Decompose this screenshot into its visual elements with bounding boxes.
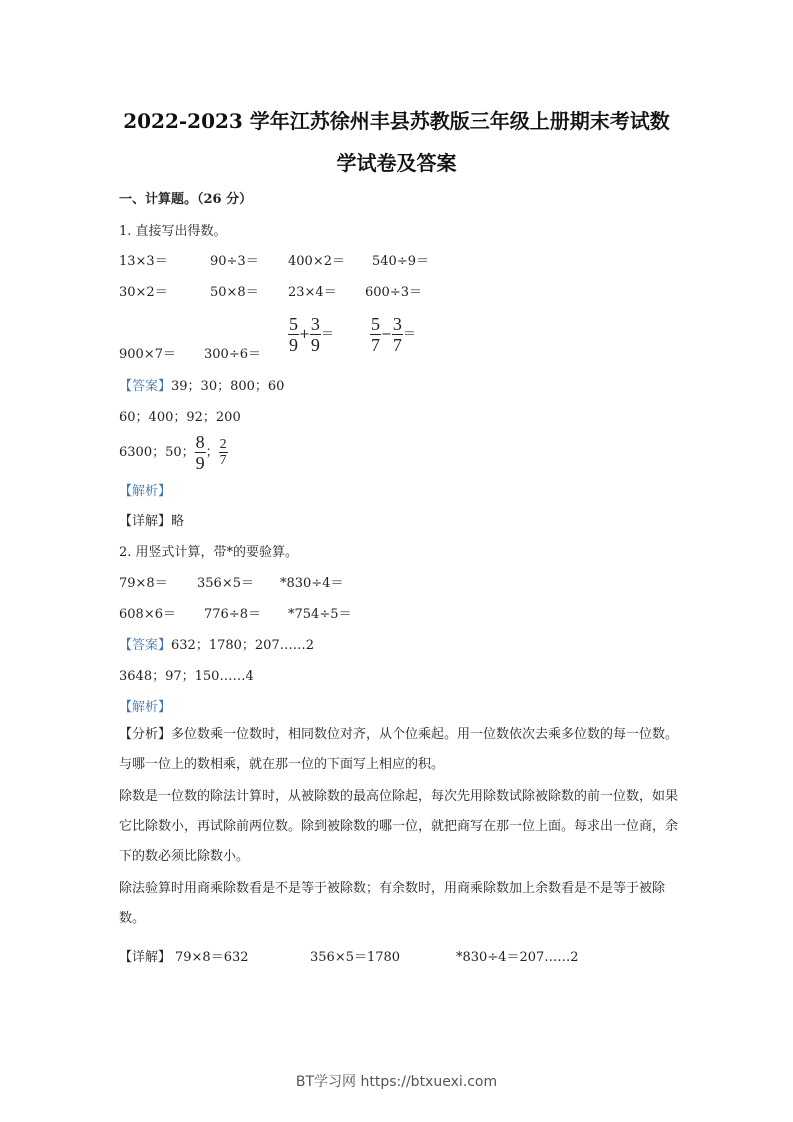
problem: 776÷8＝ (204, 607, 261, 622)
problem: 608×6＝ (119, 607, 176, 622)
problem: 50×8＝ (210, 285, 259, 300)
document-title-line1: 2022-2023 学年江苏徐州丰县苏教版三年级上册期末考试数 (123, 109, 670, 133)
question-2-label: 2. 用竖式计算，带*的要验算。 (119, 545, 299, 560)
problem: 30×2＝ (119, 285, 168, 300)
q1-answer-line1: 【答案】39；30；800；60 (119, 379, 285, 394)
q2-check-paragraph: 除法验算时用商乘除数看是不是等于被除数；有余数时，用商乘除数加上余数看是不是等于被除数。 (119, 881, 666, 926)
q2-answer-line2: 3648；97；150……4 (119, 669, 254, 684)
problem: *830÷4＝ (280, 576, 344, 591)
problem: 90÷3＝ (210, 254, 259, 269)
document-title-line2: 学试卷及答案 (336, 151, 457, 175)
q1-detail: 【详解】略 (119, 514, 185, 529)
problem: 600÷3＝ (365, 285, 422, 300)
q2-division-paragraph: 除数是一位数的除法计算时，从被除数的最高位除起，每次先用除数试除被除数的前一位数，如果它比除数小，再试除前两位数。除到被除数的哪一位，就把商写在那一位上面。每求出一位商，余下的数必须比除数小。 (119, 789, 679, 864)
problem: *754÷5＝ (288, 607, 352, 622)
problem: 23×4＝ (288, 285, 337, 300)
q1-analysis-tag: 【解析】 (119, 484, 172, 499)
q1-answer-line3: 6300；50； $\frac{8}{9}$ ； $\frac{2}{7}$ (119, 432, 227, 473)
problem: 540÷9＝ (372, 254, 429, 269)
q2-answer-line1: 【答案】632；1780；207……2 (119, 638, 314, 653)
q1-answer-line2: 60；400；92；200 (119, 410, 241, 425)
q2-analysis-tag: 【解析】 (119, 700, 172, 715)
problem: 356×5＝ (197, 576, 254, 591)
problem: 13×3＝ (119, 254, 168, 269)
problem: 900×7＝ (119, 347, 176, 362)
fraction-problem-2: $\frac{5}{7}$ − $\frac{3}{7}$ ＝ (371, 314, 416, 355)
problem: 300÷6＝ (204, 347, 261, 362)
question-1-label: 1. 直接写出得数。 (119, 224, 227, 239)
answer-tag: 【答案】 (119, 379, 172, 394)
fenxi-tag: 【分析】 (119, 727, 172, 742)
q2-fenxi-paragraph: 【分析】多位数乘一位数时，相同数位对齐，从个位乘起。用一位数依次去乘多位数的每一位数。与哪一位上的数相乘，就在那一位的下面写上相应的积。 (119, 727, 679, 772)
section-heading: 一、计算题。（26 分） (119, 192, 253, 207)
fraction-problem-1: $\frac{5}{9}$ + $\frac{3}{9}$ ＝ (289, 314, 334, 355)
problem: 79×8＝ (119, 576, 168, 591)
answer-tag: 【答案】 (119, 638, 172, 653)
footer-watermark: BT学习网 https://btxuexi.com (295, 1074, 498, 1090)
problem: 400×2＝ (288, 254, 345, 269)
